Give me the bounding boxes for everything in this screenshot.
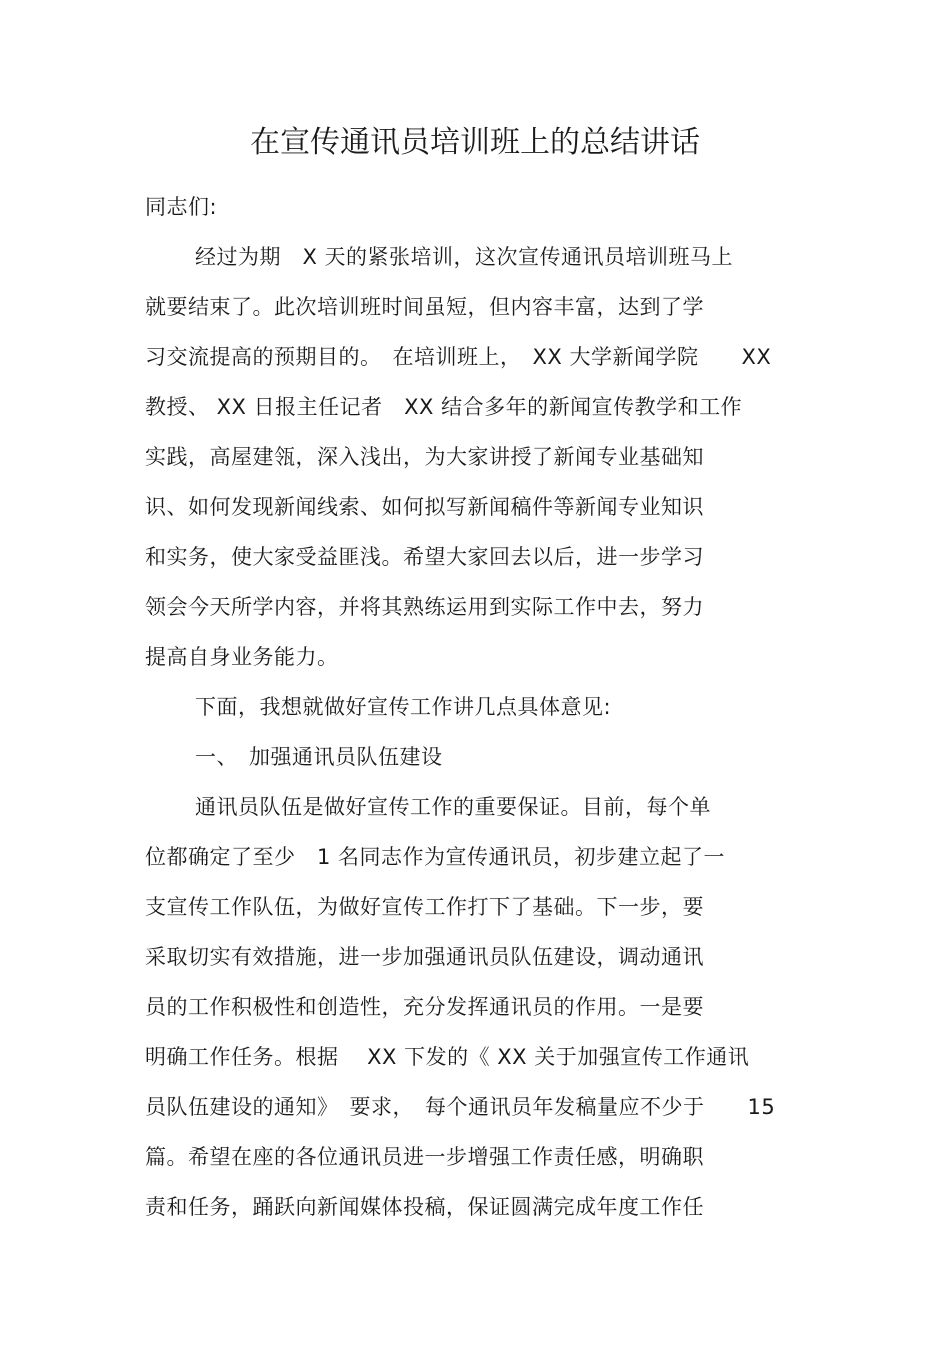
body-line: 习交流提高的预期目的。 在培训班上， XX 大学新闻学院 XX <box>145 345 772 369</box>
body-line: 实践，高屋建瓴，深入浅出，为大家讲授了新闻专业基础知 <box>145 445 704 469</box>
body-line: 教授、 XX 日报主任记者 XX 结合多年的新闻宣传教学和工作 <box>145 395 743 419</box>
body-line: 支宣传工作队伍，为做好宣传工作打下了基础。下一步，要 <box>145 895 704 919</box>
body-line: 责和任务，踊跃向新闻媒体投稿，保证圆满完成年度工作任 <box>145 1195 704 1219</box>
section-heading: 一、 加强通讯员队伍建设 <box>195 745 443 769</box>
body-line: 员的工作积极性和创造性，充分发挥通讯员的作用。一是要 <box>145 995 704 1019</box>
salutation: 同志们: <box>145 195 218 219</box>
body-line: 位都确定了至少 1 名同志作为宣传通讯员，初步建立起了一 <box>145 845 726 869</box>
body-line: 提高自身业务能力。 <box>145 645 339 669</box>
body-line: 和实务，使大家受益匪浅。希望大家回去以后，进一步学习 <box>145 545 704 569</box>
body-line: 就要结束了。此次培训班时间虽短，但内容丰富，达到了学 <box>145 295 704 319</box>
body-line: 采取切实有效措施，进一步加强通讯员队伍建设，调动通讯 <box>145 945 704 969</box>
document-title: 在宣传通讯员培训班上的总结讲话 <box>250 125 700 160</box>
body-line: 通讯员队伍是做好宣传工作的重要保证。目前，每个单 <box>195 795 711 819</box>
body-line: 识、如何发现新闻线索、如何拟写新闻稿件等新闻专业知识 <box>145 495 704 519</box>
body-line: 篇。希望在座的各位通讯员进一步增强工作责任感，明确职 <box>145 1145 704 1169</box>
body-line: 员队伍建设的通知》 要求， 每个通讯员年发稿量应不少于 15 <box>145 1095 776 1119</box>
body-line: 下面，我想就做好宣传工作讲几点具体意见: <box>195 695 612 719</box>
body-line: 领会今天所学内容，并将其熟练运用到实际工作中去，努力 <box>145 595 704 619</box>
body-line: 明确工作任务。根据 XX 下发的《 XX 关于加强宣传工作通讯 <box>145 1045 750 1069</box>
body-line: 经过为期 X 天的紧张培训，这次宣传通讯员培训班马上 <box>195 245 734 269</box>
